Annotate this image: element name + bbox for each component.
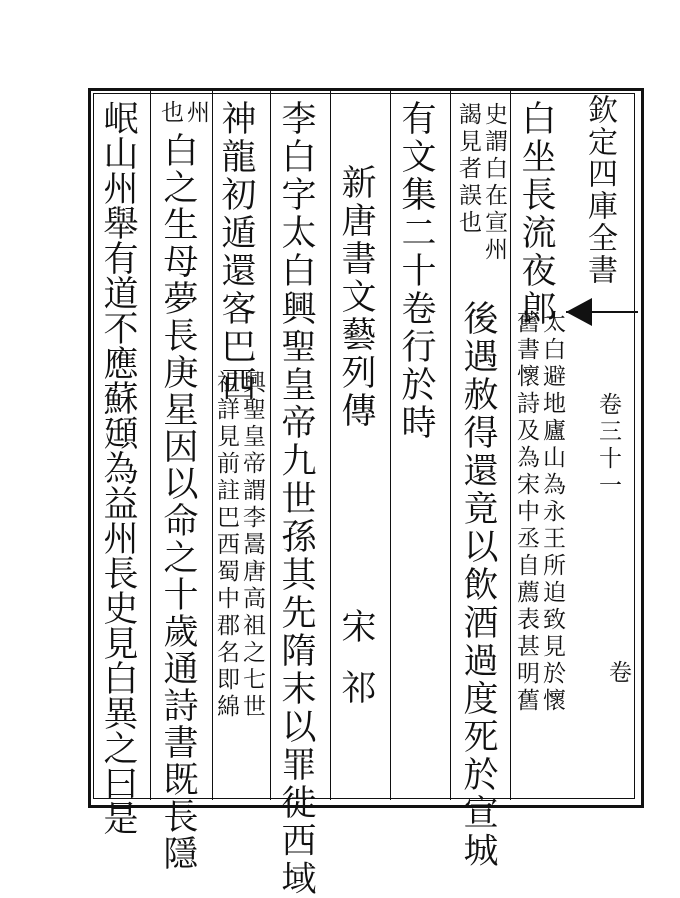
book-title: 欽定四庫全書 <box>582 94 617 286</box>
biography-title: 新唐書文藝列傳 <box>336 164 376 430</box>
text-column-6-note-right: 興聖皇帝謂李暠唐高祖之七世 <box>239 370 265 721</box>
column-divider <box>510 90 511 800</box>
column-divider <box>390 90 391 800</box>
column-divider <box>150 90 151 800</box>
text-column-1-note-right: 太白避地廬山為永王所迫致見於懷 <box>539 310 565 715</box>
column-divider <box>450 90 451 800</box>
volume-label: 卷三十一 <box>595 392 621 500</box>
fish-tail-line <box>566 311 638 313</box>
text-column-2-note-left: 謁見者誤也 <box>455 102 481 237</box>
text-column-1-main: 白坐長流夜郎 <box>516 100 556 328</box>
text-column-6-main: 神龍初遁還客巴西 <box>216 100 256 404</box>
leaf-mark: 卷 <box>605 660 631 687</box>
text-column-2-main: 後遇赦得還竟以飲酒過度死於宣城 <box>458 300 498 870</box>
text-column-2-note-right: 史謂白在宣州 <box>481 102 507 264</box>
column-divider <box>330 90 331 800</box>
text-column-8-main: 岷山州舉有道不應蘇頲為益州長史見白異之曰是 <box>98 100 138 835</box>
author-name: 宋祁 <box>336 608 376 730</box>
text-column-3-main: 有文集二十卷行於時 <box>396 100 436 442</box>
text-column-1-note-left: 舊書懷詩及為宋中丞自薦表甚明舊 <box>513 310 539 715</box>
text-column-7-note-left: 也 <box>157 100 183 127</box>
text-column-7-note-right: 州 <box>183 100 209 127</box>
text-column-7-main: 白之生母夢長庚星因以命之十歲通詩書既長隱 <box>158 132 198 872</box>
text-column-6-note-left: 祖詳見前註巴西蜀中郡名即綿 <box>213 370 239 721</box>
column-divider <box>270 90 271 800</box>
text-column-5-main: 李白字太白興聖皇帝九世孫其先隋末以罪徙西域 <box>276 100 316 898</box>
